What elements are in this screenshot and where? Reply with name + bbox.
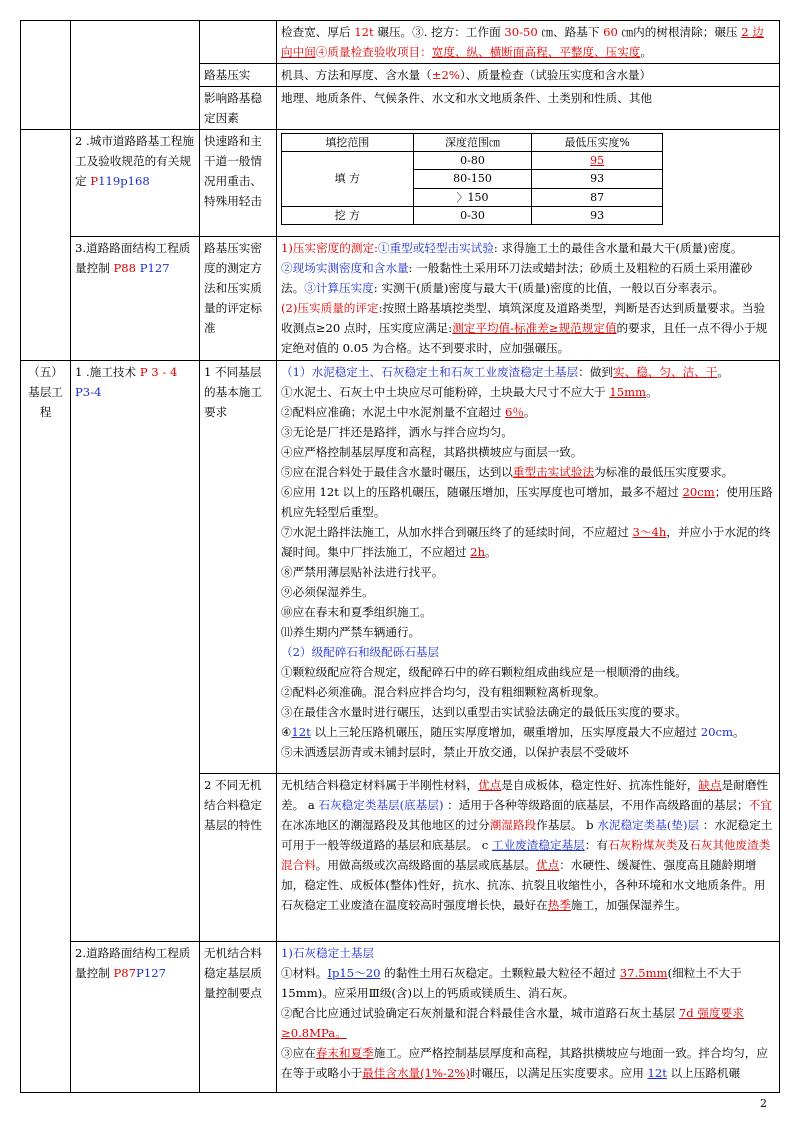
text-run: 60 (603, 25, 618, 39)
label-cell: 路基压实密度的测定方法和压实质量的评定标准 (200, 237, 277, 361)
page-number: 2 (760, 1097, 767, 1110)
topic-cell (71, 237, 200, 361)
content-cell (277, 361, 780, 774)
text-run: ：有 (584, 838, 608, 852)
text-run: ±2% (431, 68, 460, 82)
text-run: 。用做高级或次高级路面的基层或底基层。 (315, 858, 537, 872)
text-run: 不宜 (748, 798, 772, 812)
content-cell (277, 774, 780, 942)
text-run: ⑾养生期内严禁车辆通行。 (281, 625, 421, 639)
text-run: 热季 (547, 898, 571, 912)
content-cell (277, 87, 780, 130)
text-run: 12t (354, 25, 374, 39)
content-paragraph (281, 258, 775, 298)
content-paragraph (281, 722, 775, 742)
text-run: ②配料必须准确。混合料应拌合均匀，没有粗细颗粒离析现象。 (281, 685, 606, 699)
text-run: 以上压路机碾 (666, 1066, 741, 1080)
text-run: : 一般黏性土采用环刀法或蜡封法；砂质土及粗粒的石质土采用灌砂法。 (281, 261, 753, 295)
text-run: 。 (733, 725, 745, 739)
compaction-table-row (282, 206, 663, 224)
text-run: ⑥应用 12t 以上的压路机碾压，随碾压增加，压实厚度也可增加，最多不超过 (281, 485, 683, 499)
text-run: ③应在 (281, 1046, 316, 1060)
content-paragraph (281, 662, 775, 682)
text-run: 潮湿路段 (489, 818, 537, 832)
text-run: ，并应小于水泥的终凝时间。集中厂拌法施工，不应超过 (281, 525, 771, 559)
text-run: ①水泥土、石灰土中土块应尽可能粉碎，土块最大尺寸不应大于 (281, 385, 610, 399)
label-cell: 影响路基稳定因素 (200, 87, 277, 130)
content-paragraph (281, 522, 775, 562)
content-paragraph (281, 742, 775, 762)
section-cell-empty (21, 21, 71, 130)
row-density-test (21, 237, 780, 361)
text-run: 为标准的最低压实度要求。 (594, 465, 734, 479)
text-run: 春末和夏季 (315, 1046, 374, 1060)
text-run: 检查宽、厚后 (281, 25, 355, 39)
text-run: 地理、地质条件、气候条件、水文和水文地质条件、土类别和性质、其他 (281, 91, 653, 105)
section-cell-empty (21, 130, 71, 361)
value-cell: 93 (532, 206, 663, 224)
text-run: 的要求，且任一点不得小于规定绝对值的 0.05 为合格。达不到要求时，应加强碾压。 (281, 321, 768, 355)
depth-cell: 0-80 (413, 152, 532, 170)
label-cell: 1 不同基层的基本施工要求 (200, 361, 277, 774)
content-paragraph (281, 622, 775, 642)
text-run: ：水硬性、缓凝性、强度高且随龄期增加，稳定性、成板体(整体)性好，抗水、抗冻、抗裂且收缩性小，各种环境和水文地质条件。用石灰稳定工业废渣在温度较高时强度增长快，最好在 (281, 858, 766, 912)
text-run: P3-4 (75, 385, 102, 399)
value-cell: 87 (532, 188, 663, 206)
text-run: 12t (291, 725, 311, 739)
text-run: P88 (113, 261, 137, 275)
text-run: 6％ (504, 405, 524, 419)
text-run: ②配料应准确；水泥土中水泥剂量不宜超过 (281, 405, 505, 419)
text-run: 工业废渣稳定基层 (491, 838, 585, 852)
text-run: ①材料。 (281, 966, 328, 980)
content-paragraph (281, 702, 775, 722)
text-run: （2）级配碎石和级配砾石基层 (281, 645, 440, 659)
compaction-table-row (282, 152, 663, 170)
text-run: ㎝、路基下 (537, 25, 604, 39)
content-paragraph (281, 298, 775, 358)
text-run: （1）水泥稳定土、石灰稳定土和石灰工业废渣稳定土基层 (281, 365, 579, 379)
text-run: 2h (470, 545, 486, 559)
text-run: 时碾压，以满足压实度要求。应用 (469, 1066, 648, 1080)
text-run: ④应严格控制基层厚度和高程，其路拱横坡应与面层一致。 (281, 445, 583, 459)
text-run: ）、质量检查（试验压实度和含水量） (459, 68, 652, 82)
text-run: 15mm (609, 385, 647, 399)
text-run: P127 (139, 261, 170, 275)
text-run: 1 .施工技术 (75, 365, 140, 379)
compaction-table-header (282, 134, 663, 152)
topic-cell-empty (71, 21, 200, 130)
topic-cell (71, 942, 200, 1093)
text-run: 施工。应严格控制基层厚度和高程，其路拱横坡应与地面一致。拌合均匀，应在等于或略小于 (281, 1046, 768, 1080)
text-run: P 3 - 4 (139, 365, 178, 379)
text-run: ㎝内的树根清除；碾压 (617, 25, 742, 39)
text-run: ⑦水泥土路拌法施工，从加水拌合到碾压终了的延续时间，不应超过 (281, 525, 633, 539)
content-paragraph (281, 642, 775, 662)
text-run: 12t (647, 1066, 667, 1080)
text-run: 。 (485, 545, 497, 559)
text-run: 优点 (536, 858, 560, 872)
text-run: 7d 强度要求≥0.8MPa。 (281, 1006, 744, 1040)
text-run: 是耐磨性差。 a (281, 778, 769, 812)
content-cell (277, 942, 780, 1093)
content-cell (277, 64, 780, 87)
text-run: 碾压。③. 挖方：工作面 (373, 25, 505, 39)
text-run: ：做到 (578, 365, 614, 379)
row-base-quality (21, 942, 780, 1093)
depth-cell: 〉150 (413, 188, 532, 206)
text-run: ⑨必须保湿养生。 (281, 585, 374, 599)
text-run: :按照土路基填挖类型、填筑深度及道路类型，判断是否达到质量要求。当验收测点≥20 点时，压实度应满足: (281, 301, 766, 335)
text-run: 以上三轮压路机碾压，随压实厚度增加，碾重增加，压实厚度最大不应超过 (310, 725, 701, 739)
text-run: 3～4h (632, 525, 667, 539)
value-cell: 93 (532, 170, 663, 188)
text-run: 的黏性土用石灰稳定。土颗粒最大粒径不超过 (380, 966, 620, 980)
text-run: 重型击实试验法 (512, 465, 595, 479)
label-cell: 2 不同无机结合料稳定基层的特性 (200, 774, 277, 942)
content-paragraph (281, 582, 775, 602)
header-cell: 深度范围㎝ (413, 134, 532, 152)
text-run: ：适用于各种等级路面的底基层，不用作高级路面的基层； (443, 798, 749, 812)
content-paragraph (281, 943, 775, 963)
content-paragraph (281, 602, 775, 622)
text-run: ③无论是厂拌还是路拌，洒水与拌合应均匀。 (281, 425, 513, 439)
text-run: 。 (646, 385, 658, 399)
content-paragraph (281, 775, 775, 915)
text-run: 作基层。 b (536, 818, 598, 832)
text-run: ⑤未洒透层沥青或未铺封层时，禁止开放交通，以保护表层不受破坏 (281, 745, 629, 759)
text-run: : 实测干(质量)密度与最大干(质量)密度的比值，一般以百分率表示。 (373, 281, 725, 295)
label-cell: 快速路和主干道一般情况用重击、特殊用轻击 (200, 130, 277, 237)
text-run: 3.道路路面结构工程质量控制 (75, 241, 191, 275)
text-run: 在冰冻地区的潮湿路段及其他地区的过分 (281, 818, 490, 832)
text-run: ③在最佳含水量时进行碾压，达到以重型击实试验法确定的最低压实度的要求。 (281, 705, 687, 719)
header-cell: 填挖范围 (282, 134, 414, 152)
text-run: Ip15～20 (327, 966, 381, 980)
compaction-standard-table (281, 133, 663, 225)
text-run: 37.5mm (619, 966, 668, 980)
content-paragraph (281, 1043, 775, 1083)
depth-cell: 0-30 (413, 206, 532, 224)
text-run: (2)压实质量的评定 (281, 301, 379, 315)
text-run: ②现场实测密度和含水量 (281, 261, 409, 275)
topic-cell (71, 361, 200, 942)
content-paragraph (281, 422, 775, 442)
text-run: 缺点 (698, 778, 722, 792)
text-run: 2.道路路面结构工程质量控制 (75, 946, 191, 980)
text-run: 是自成板体，稳定性好、抗冻性能好， (501, 778, 699, 792)
row-earthwork-continued (21, 21, 780, 64)
text-run: ⑤应在混合料处于最佳含水量时碾压，达到以 (281, 465, 513, 479)
content-paragraph (281, 382, 775, 402)
text-run: 机具、方法和厚度、含水量（ (281, 68, 432, 82)
text-run: 2 边向中间 (281, 25, 764, 59)
text-run: 石灰粉煤灰类 (607, 838, 678, 852)
text-run: 石灰其他废渣类混合料 (281, 838, 771, 872)
main-table (20, 20, 780, 1093)
text-run: ②配合比应通过试验确定石灰剂量和混合料最佳含水量，城市道路石灰土基层 (281, 1006, 679, 1020)
text-run: ③计算压实度 (304, 281, 374, 295)
section-cell: （五）基层工程 (21, 361, 71, 1093)
content-paragraph (281, 682, 775, 702)
text-run: 实、稳、匀、洁、干 (613, 365, 718, 379)
text-run: ①重型或轻型击实试验 (377, 241, 494, 255)
text-run: : 求得施工土的最佳含水量和最大干(质量)密度。 (493, 241, 743, 255)
content-paragraph (281, 462, 775, 482)
cut-label: 挖 方 (282, 206, 414, 224)
text-run: 。 (640, 45, 653, 59)
content-cell (277, 21, 780, 64)
label-cell: 路基压实 (200, 64, 277, 87)
text-run: 水泥稳定类基(垫)层 (597, 818, 700, 832)
text-run: P127 (136, 966, 166, 980)
text-run: 最佳含水量(1%-2%) (362, 1066, 470, 1080)
row-acceptance-rules (21, 130, 780, 237)
content-paragraph (281, 362, 775, 382)
label-cell-empty (200, 21, 277, 64)
text-run: ：水泥稳定土可用于一般等级道路的基层和底基层。 c (281, 818, 773, 852)
text-run: 2 .城市道路路基工程施工及验收规范的有关规定 (75, 134, 195, 188)
content-paragraph (281, 402, 775, 422)
text-run: 20cm (682, 485, 715, 499)
text-run: ⑩应在春末和夏季组织施工。 (281, 605, 432, 619)
value-cell: 95 (532, 152, 663, 170)
text-run: 30-50 (504, 25, 538, 39)
text-run: 无机结合料稳定材料属于半刚性材料， (281, 778, 479, 792)
text-run: 1)石灰稳定土基层 (281, 946, 375, 960)
fill-label: 填 方 (282, 152, 414, 207)
text-run: 测定平均值-标准差≥规范规定值 (452, 321, 617, 335)
text-run: ①颗粒级配应符合规定，级配碎石中的碎石颗粒组成曲线应是一根顺滑的曲线。 (281, 665, 687, 679)
text-run: 优点 (478, 778, 502, 792)
text-run: ⑧严禁用薄层贴补法进行找平。 (281, 565, 444, 579)
text-run: 20cm (700, 725, 734, 739)
text-run: ④质量检查验收项目： (315, 45, 432, 59)
content-paragraph (281, 1003, 775, 1043)
text-run: 119p168 (98, 174, 150, 188)
content-paragraph (281, 238, 775, 258)
content-cell (277, 130, 780, 237)
row-base-construction (21, 361, 780, 774)
content-paragraph (281, 562, 775, 582)
header-cell: 最低压实度% (532, 134, 663, 152)
text-run: 。 (523, 405, 536, 419)
text-run: 施工，加强保湿养生。 (570, 898, 687, 912)
text-run: 及 (677, 838, 690, 852)
depth-cell: 80-150 (413, 170, 532, 188)
content-paragraph (281, 482, 775, 522)
text-run: P87 (113, 966, 137, 980)
text-run: P (90, 174, 99, 188)
label-cell: 无机结合料稳定基层质量控制要点 (200, 942, 277, 1093)
text-run: 宽度、纵、横断面高程、平整度、压实度 (431, 45, 641, 59)
text-run: ；使用压路机应先轻型后重型。 (281, 485, 773, 519)
topic-cell (71, 130, 200, 237)
text-run: 。 (717, 365, 729, 379)
text-run: 1)压实密度的测定: (281, 241, 378, 255)
content-paragraph (281, 442, 775, 462)
content-paragraph (281, 963, 775, 1003)
text-run: 石灰稳定类基层(底基层) (318, 798, 444, 812)
content-cell (277, 237, 780, 361)
text-run: ④ (281, 725, 292, 739)
text-run: (细粒土不大于 15mm)。应采用Ⅲ级(含)以上的钙质或镁质生、消石灰。 (281, 966, 742, 1000)
